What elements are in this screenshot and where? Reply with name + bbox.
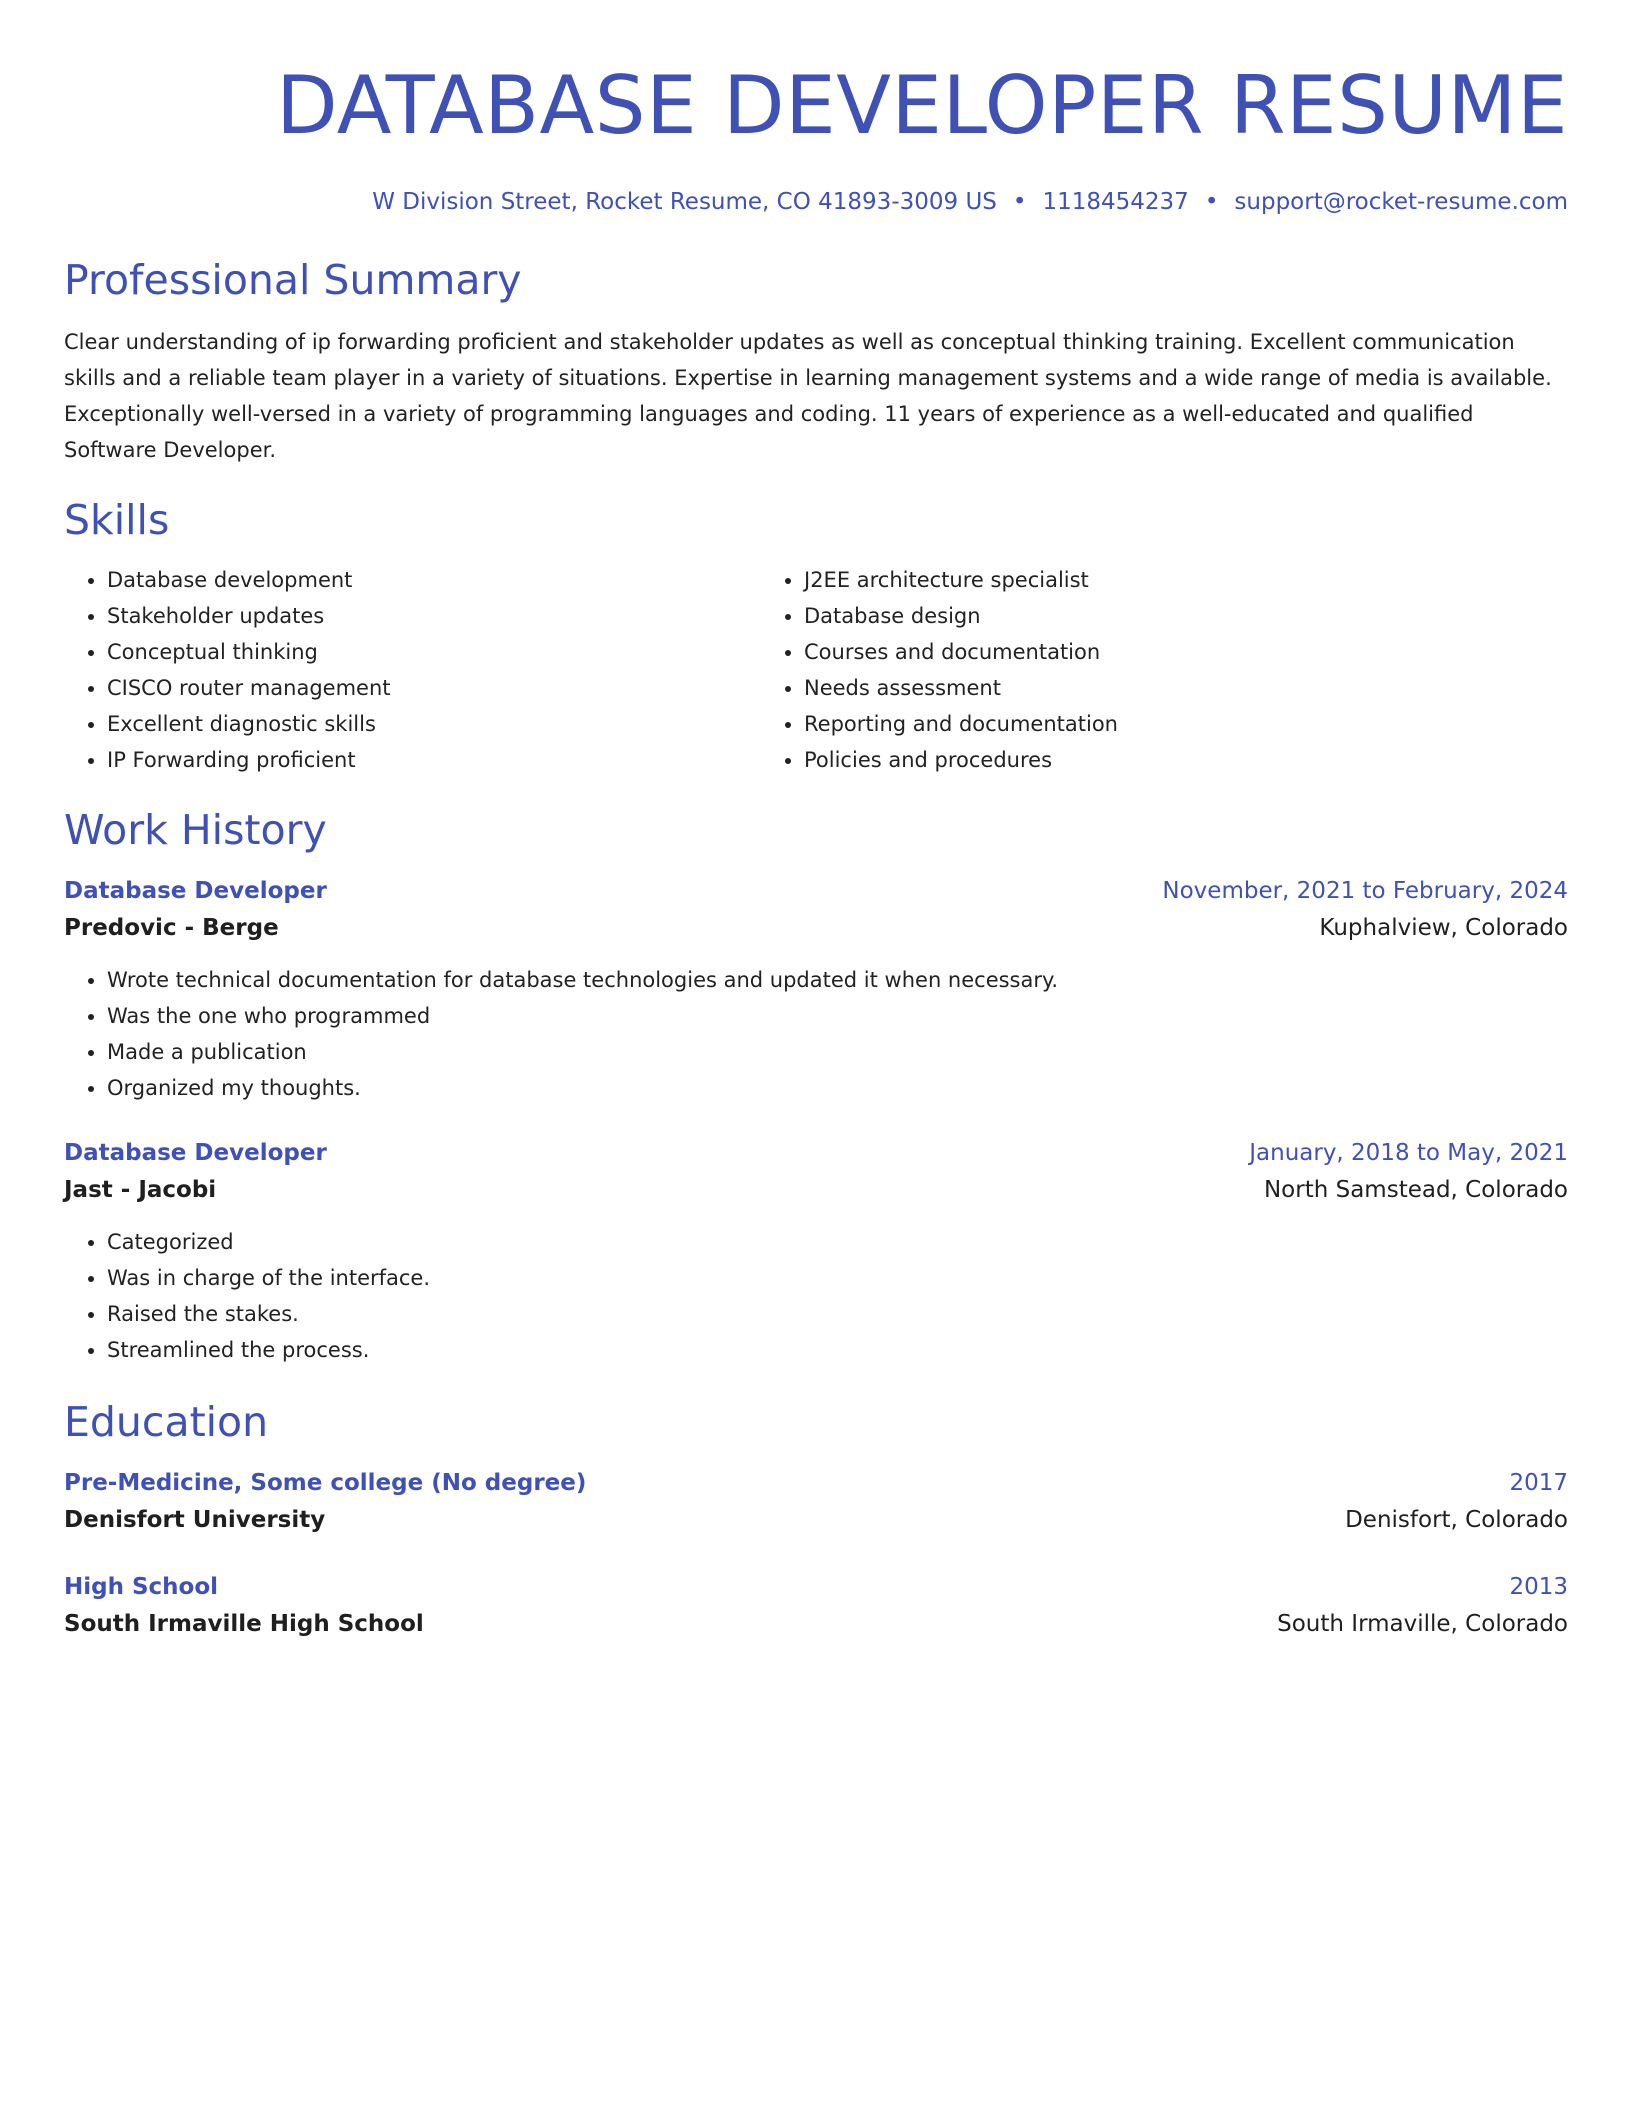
education-entry [64,1466,1568,1540]
job-bullet: • Was in charge of the interface. [107,1260,1568,1296]
job-bullet: • Organized my thoughts. [107,1070,1568,1106]
contact-line [64,186,1568,218]
job-company: Predovic - Berge [64,915,279,941]
education-entry [64,1570,1568,1644]
section-heading-education: Education [64,1398,269,1446]
education-year: 2013 [1509,1574,1568,1600]
skill-item: • Courses and documentation [804,634,1118,670]
job-dates: January, 2018 to May, 2021 [1249,1140,1568,1166]
skill-item: • CISCO router management [107,670,761,706]
education-school-row [64,1604,1568,1644]
education-school: South Irmaville High School [64,1611,424,1637]
skill-item: • Database design [804,598,1118,634]
contact-address: W Division Street, Rocket Resume, CO 41893-3009 US [372,189,997,215]
work-history-section [64,804,1568,1368]
job-bullet: • Categorized [107,1224,1568,1260]
contact-email: support@rocket-resume.com [1234,189,1568,215]
skill-item: • Stakeholder updates [107,598,761,634]
professional-summary-section [64,254,1568,468]
job-entry [64,874,1568,1106]
education-header-row [64,1570,1568,1604]
job-title: Database Developer [64,878,327,904]
summary-text: Clear understanding of ip forwarding proficient and stakeholder updates as well as conceptual thinking training. Excellent communication skills and a reliable team player in a variety of situations. Expertise in learning management systems and a wide range of media is available. Exceptionally well-versed in a variety of programming languages and coding. 11 years of experience as a well-educated and qualified Software Developer. [64,330,1552,462]
job-header-row [64,1136,1568,1170]
skills-grid [64,562,1568,778]
contact-phone: 1118454237 [1042,189,1189,215]
contact-separator: • [1204,189,1219,215]
skill-item: • J2EE architecture specialist [804,562,1118,598]
skills-column-left [64,562,761,778]
section-heading-skills: Skills [64,496,170,544]
job-bullets [64,962,1568,1106]
job-location: Kuphalview, Colorado [1319,915,1568,941]
job-company: Jast - Jacobi [64,1177,217,1203]
job-bullet: • Streamlined the process. [107,1332,1568,1368]
section-heading-work: Work History [64,806,327,854]
education-location: Denisfort, Colorado [1345,1507,1568,1533]
skill-item: • Excellent diagnostic skills [107,706,761,742]
skill-item: • Policies and procedures [804,742,1118,778]
job-entry [64,1136,1568,1368]
job-bullet: • Wrote technical documentation for database technologies and updated it when necessary. [107,962,1568,998]
skill-item: • Reporting and documentation [804,706,1118,742]
job-bullet: • Was the one who programmed [107,998,1568,1034]
job-title: Database Developer [64,1140,327,1166]
education-year: 2017 [1509,1470,1568,1496]
job-company-row [64,1170,1568,1210]
skills-section [64,494,1568,778]
education-location: South Irmaville, Colorado [1277,1611,1568,1637]
education-degree: Pre-Medicine, Some college (No degree) [64,1470,587,1496]
resume-header [64,56,1568,218]
job-bullets [64,1224,1568,1368]
skills-column-right [761,562,1118,778]
job-company-row [64,908,1568,948]
education-school-row [64,1500,1568,1540]
education-school: Denisfort University [64,1507,326,1533]
section-heading-summary: Professional Summary [64,256,522,304]
job-bullet: • Made a publication [107,1034,1568,1070]
education-section [64,1396,1568,1644]
job-location: North Samstead, Colorado [1263,1177,1568,1203]
job-dates: November, 2021 to February, 2024 [1162,878,1568,904]
skill-item: • Conceptual thinking [107,634,761,670]
contact-separator: • [1012,189,1027,215]
education-degree: High School [64,1574,219,1600]
resume-title: DATABASE DEVELOPER RESUME [276,59,1568,152]
skill-item: • Database development [107,562,761,598]
job-header-row [64,874,1568,908]
education-header-row [64,1466,1568,1500]
skill-item: • Needs assessment [804,670,1118,706]
job-bullet: • Raised the stakes. [107,1296,1568,1332]
skill-item: • IP Forwarding proficient [107,742,761,778]
